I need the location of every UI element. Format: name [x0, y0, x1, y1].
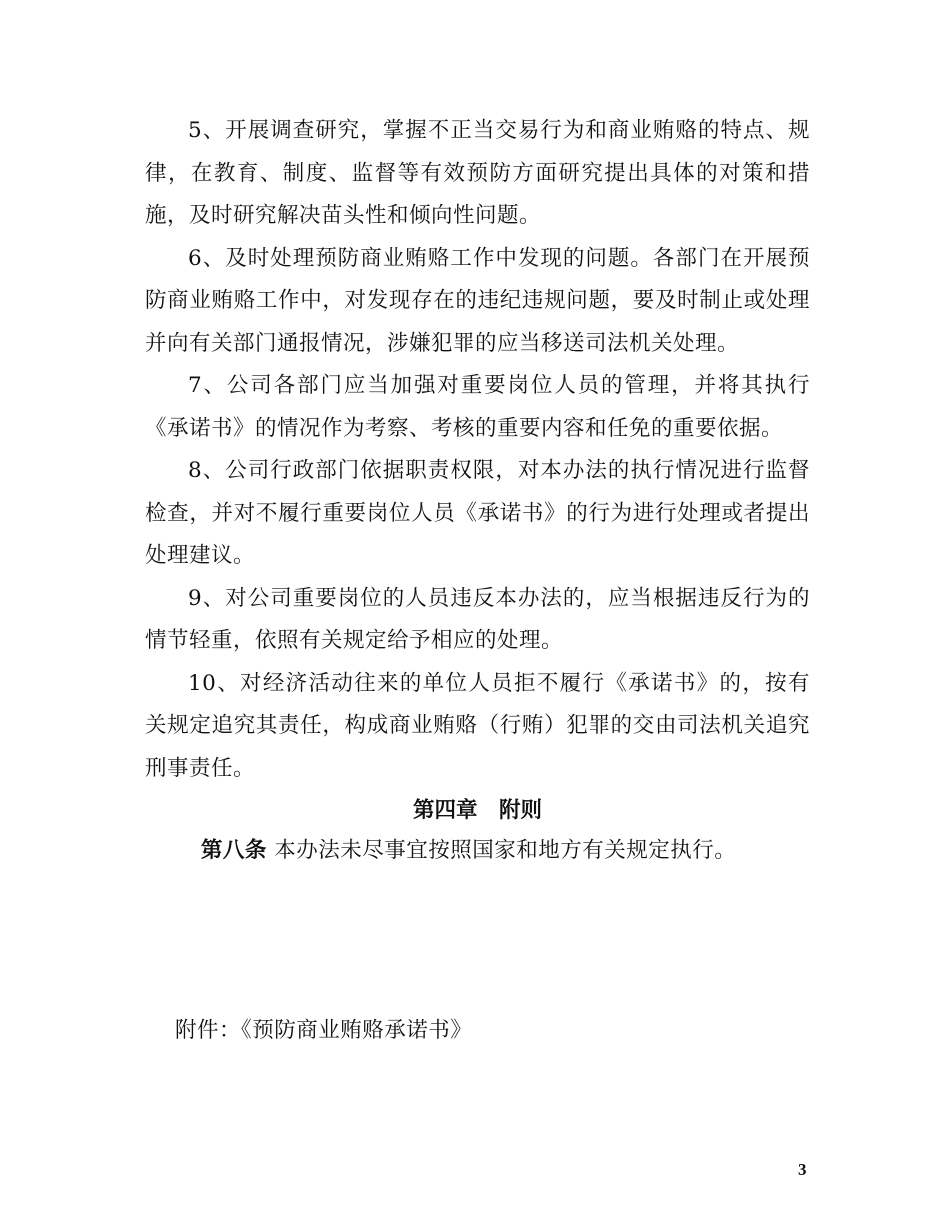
paragraph-item-7: 7、公司各部门应当加强对重要岗位人员的管理，并将其执行《承诺书》的情况作为考察、考核的重要内容和任免的重要依据。 — [145, 373, 810, 441]
paragraph-item-5: 5、开展调查研究，掌握不正当交易行为和商业贿赂的特点、规律，在教育、制度、监督等有效预防方面研究提出具体的对策和措施，及时研究解决苗头性和倾向性问题。 — [145, 118, 810, 228]
paragraph-item-6: 6、及时处理预防商业贿赂工作中发现的问题。各部门在开展预防商业贿赂工作中，对发现存在的违纪违规问题，要及时制止或处理并向有关部门通报情况，涉嫌犯罪的应当移送司法机关处理。 — [145, 245, 810, 356]
article-label: 第八条 — [200, 838, 267, 863]
article-text: 本办法未尽事宜按照国家和地方有关规定执行。 — [266, 838, 737, 863]
attachment-line: 附件：《预防商业贿赂承诺书》 — [175, 1018, 473, 1043]
article-eight — [145, 831, 810, 871]
paragraph-item-9: 9、对公司重要岗位的人员违反本办法的，应当根据违反行为的情节轻重，依照有关规定给予相应的处理。 — [145, 585, 810, 653]
paragraph-item-10: 10、对经济活动往来的单位人员拒不履行《承诺书》的，按有关规定追究其责任，构成商业贿赂（行贿）犯罪的交由司法机关追究刑事责任。 — [145, 670, 810, 781]
paragraph-item-8: 8、公司行政部门依据职责权限，对本办法的执行情况进行监督检查，并对不履行重要岗位人员《承诺书》的行为进行处理或者提出处理建议。 — [145, 458, 810, 568]
document-body — [145, 110, 810, 871]
page-number: 3 — [798, 1160, 807, 1179]
chapter-heading: 第四章 附则 — [412, 798, 542, 823]
